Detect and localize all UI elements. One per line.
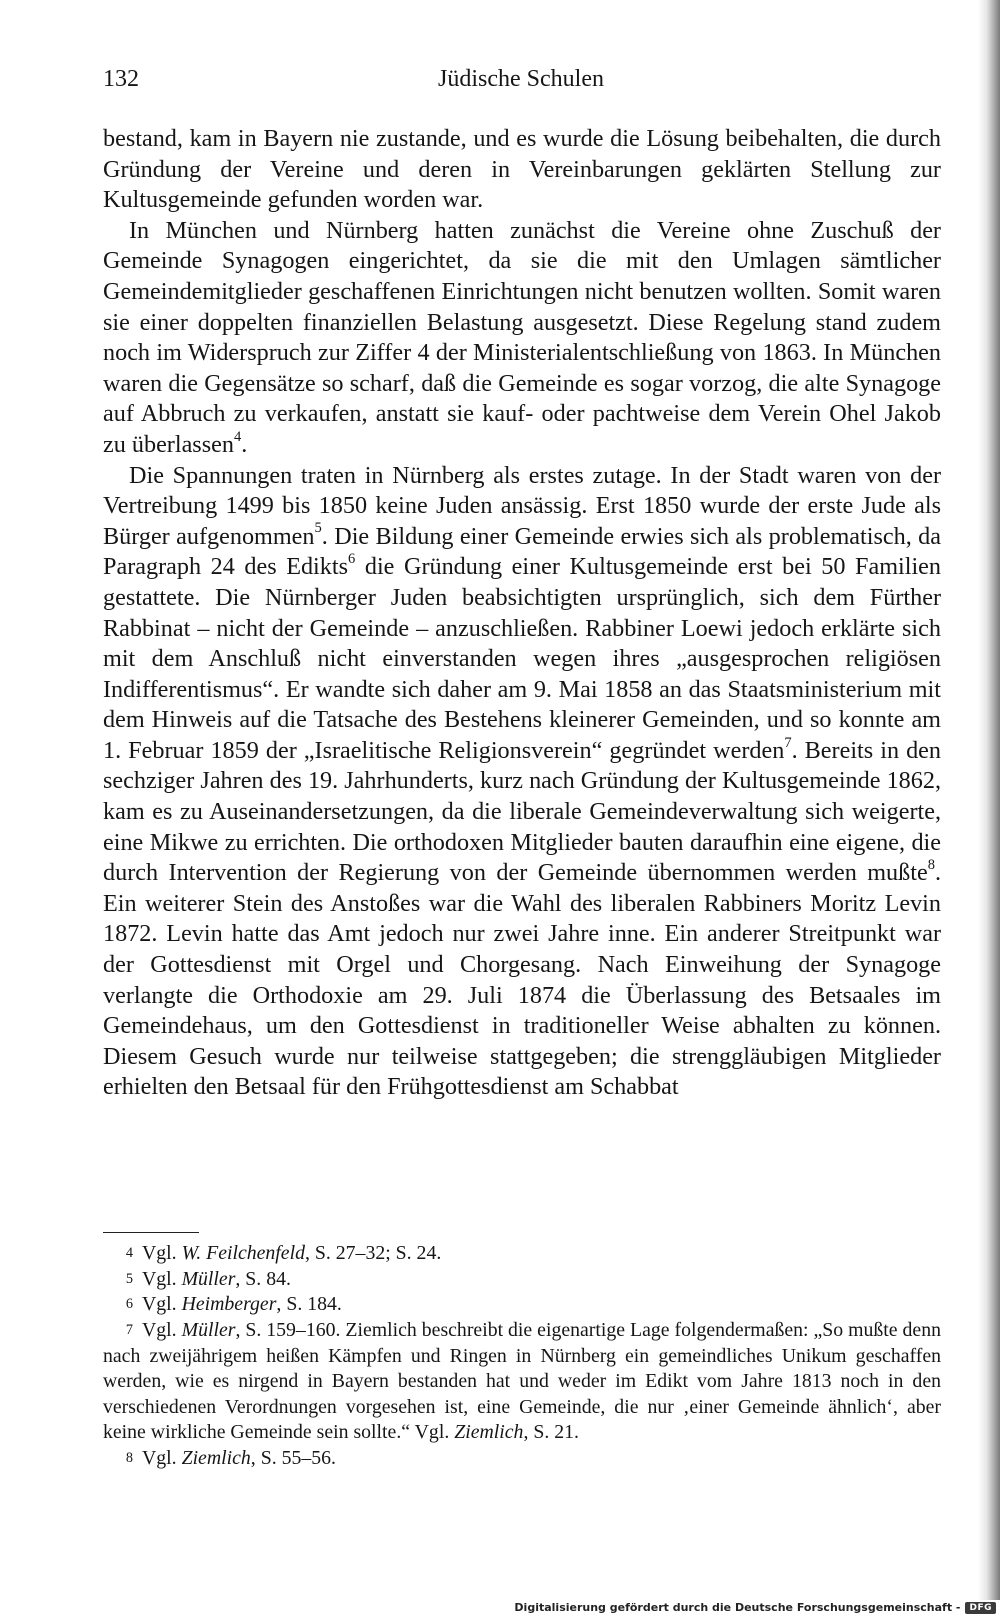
page-number: 132 <box>103 66 139 92</box>
footnote-ref-6[interactable]: 6 <box>348 551 356 568</box>
footnote-6: 6 Vgl. Heimberger, S. 184. <box>125 1293 342 1316</box>
page-header <box>103 66 943 102</box>
paragraph-3: Die Spannungen traten in Nürnberg als erstes zutage. In der Stadt waren von der Vertreibung 1499 bis 1850 keine Juden ansässig. Erst 1850 wurde der erste Jude als Bürger aufgenommen$^5$. Die Bildung einer Gemeinde erwies sich als problematisch, da Paragraph 24 des Edikts$^6$ die Gründung einer Kultusgemeinde erst bei 50 Familien gestattete. Die Nürnberger Juden beabsichtigten ursprünglich, sich dem Fürther Rabbinat – nicht der Gemeinde – anzuschließen. Rabbiner Loewi jedoch erklärte sich mit dem Anschluß nicht einverstanden wegen ihres „ausgesprochen religiösen Indifferentismus“. Er wandte sich daher am 9. Mai 1858 an das Staatsministerium mit dem Hinweis auf die Tatsache des Bestehens kleinerer Gemeinden, und so konnte am 1. Februar 1859 der „Israelitische Religionsverein“ gegründet werden$^7$. Bereits in den sechziger Jahren des 19. Jahrhunderts, kurz nach Gründung der Kultusgemeinde 1862, kam es zu Auseinandersetzungen, da die liberale Gemeindeverwaltung sich weigerte, eine Mikwe zu errichten. Die orthodoxen Mitglieder bauten daraufhin eine eigene, die durch Intervention der Regierung von der Gemeinde übernommen werden mußte$^8$. Ein weiterer Stein des Anstoßes war die Wahl des liberalen Rabbiners Moritz Levin 1872. Levin hatte das Amt jedoch nur zwei Jahre inne. Ein anderer Streitpunkt war der Gottesdienst mit Orgel und Chorgesang. Nach Einweihung der Synagoge verlangte die Orthodoxie am 29. Juli 1874 die Überlassung des Betsaales im Gemeindehaus, um den Gottesdienst in traditioneller Weise abhalten zu können. Diesem Gesuch wurde nur teilweise stattgegeben; die strenggläubigen Mitglieder erhielten den Betsaal für den Frühgottesdienst am Schabbat <box>103 461 942 1101</box>
footnote-ref-5[interactable]: 5 <box>314 520 322 537</box>
paragraph-1: bestand, kam in Bayern nie zustande, und es wurde die Lösung beibehalten, die durch Gründung der Vereine und deren in Vereinbarungen geklärten Stellung zur Kultusgemeinde gefunden worden war. <box>103 125 941 214</box>
footnote-5: 5 Vgl. Müller, S. 84. <box>125 1267 291 1290</box>
footnote-divider <box>103 1232 199 1233</box>
footnote-ref-4[interactable]: 4 <box>233 428 242 445</box>
footnote-8: 8 Vgl. Ziemlich, S. 55–56. <box>125 1446 336 1469</box>
paragraph-2: In München und Nürnberg hatten zunächst die Vereine ohne Zuschuß der Gemeinde Synagogen eingerichtet, da sie die mit den Umlagen sämtlicher Gemeindemitglieder geschaffenen Einrichtungen nicht benutzen wollten. Somit waren sie einer doppelten finanziellen Belastung ausgesetzt. Diese Regelung stand zudem noch im Widerspruch zur Ziffer 4 der Ministerialentschließung von 1863. In München waren die Gegensätze so scharf, daß die Gemeinde es sogar vorzog, die alte Synagoge auf Abbruch zu verkaufen, anstatt sie kauf- oder pachtweise dem Verein Ohel Jakob zu überlassen$^4$. <box>103 216 941 458</box>
footnote-ref-7[interactable]: 7 <box>784 734 792 751</box>
footnotes <box>103 1241 941 1471</box>
footnote-ref-8[interactable]: 8 <box>927 857 935 874</box>
digitization-credit: Digitalisierung gefördert durch die Deutsche Forschungsgemeinschaft - <box>514 1601 961 1614</box>
footnote-7: 7 Vgl. Müller, S. 159–160. Ziemlich beschreibt die eigenartige Lage folgendermaßen: „So mußte denn nach zweijährigem heißen Kämpfen und Ringen in Nürnberg ein gemeindliches Unikum geschaffen werden, wie es nirgend in Bayern bestanden hat und weder im Edikt vom Jahre 1813 noch in den verschiedenen Verordnungen vorgesehen ist, eine Gemeinde, die nur ‚einer Gemeinde ähnlich‘, aber keine wirkliche Gemeinde sein sollte.“ Vgl. Ziemlich, S. 21. <box>103 1319 941 1443</box>
page-edge-shadow <box>978 0 1000 1600</box>
body-text <box>103 124 941 1103</box>
digitization-footer <box>514 1601 996 1614</box>
footnote-4: 4 Vgl. W. Feilchenfeld, S. 27–32; S. 24. <box>125 1242 442 1265</box>
running-title: Jüdische Schulen <box>438 66 604 92</box>
dfg-logo-icon: DFG <box>965 1602 996 1614</box>
